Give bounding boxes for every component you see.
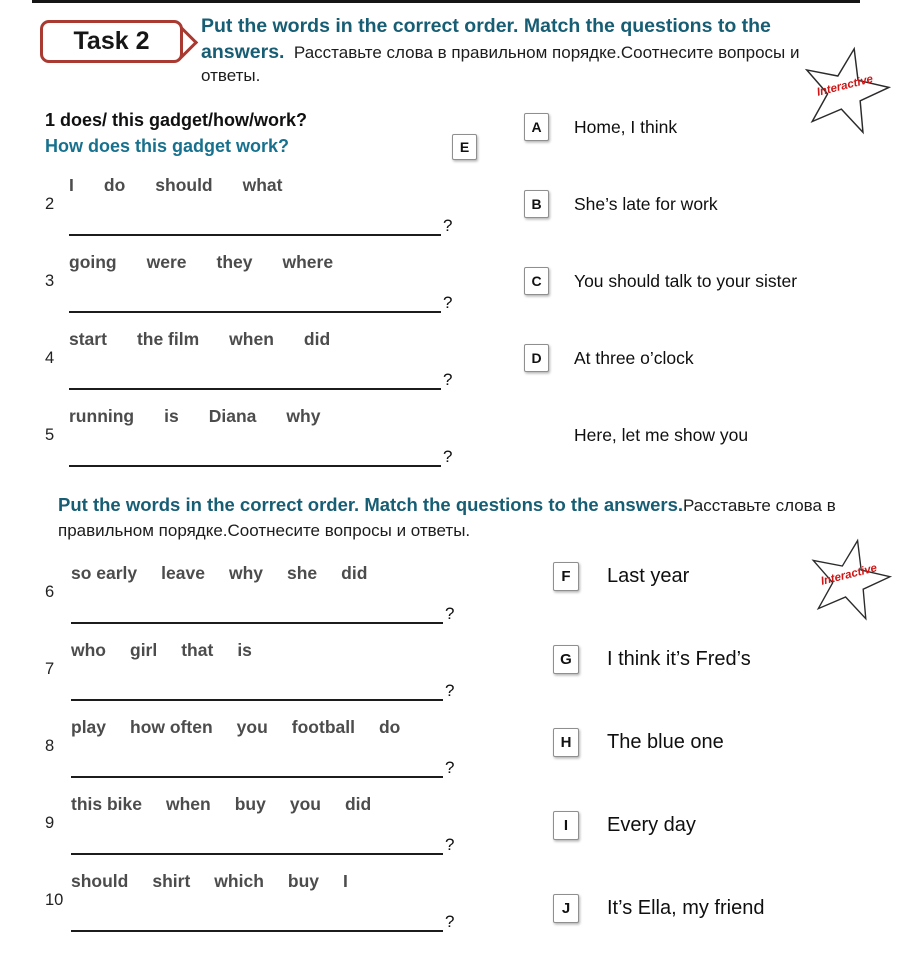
scrambled-words: [69, 172, 515, 198]
answer-line: [71, 677, 520, 701]
scrambled-words: [71, 791, 520, 817]
scrambled-word[interactable]: what: [242, 174, 283, 195]
answer-blank[interactable]: [71, 908, 443, 932]
question-mark: ?: [443, 447, 453, 466]
answer-text: Home, I think: [574, 116, 678, 137]
scrambled-word[interactable]: were: [146, 251, 187, 272]
answer-blank[interactable]: [71, 677, 443, 701]
letter-badge[interactable]: G: [553, 645, 579, 674]
question-number: 6: [45, 582, 55, 601]
question-row-6: [45, 560, 520, 624]
scrambled-word[interactable]: the film: [136, 328, 200, 349]
instructions-header: [201, 14, 801, 88]
question-row-5: [45, 403, 515, 467]
scrambled-word[interactable]: do: [378, 716, 401, 737]
interactive-star-1: [791, 46, 898, 138]
question-number: 10: [45, 890, 64, 909]
section2-header: [58, 492, 850, 543]
letter-badge[interactable]: J: [553, 894, 579, 923]
scrambled-word[interactable]: when: [166, 793, 211, 814]
scrambled-word[interactable]: buy: [234, 793, 266, 814]
interactive-label: Interactive: [819, 562, 879, 588]
question-number: 5: [45, 425, 55, 444]
scrambled-word[interactable]: how often: [130, 716, 213, 737]
answer-option-h: [553, 726, 764, 758]
example-question: [45, 110, 307, 157]
scrambled-word[interactable]: did: [341, 562, 368, 583]
scrambled-word[interactable]: I: [343, 870, 348, 891]
instructions-russian: Расставьте слова в правильном порядке.Соотнесите вопросы и ответы.: [201, 42, 800, 86]
scrambled-word[interactable]: going: [69, 251, 117, 272]
answer-text: The blue one: [607, 730, 724, 753]
scrambled-word[interactable]: leave: [161, 562, 205, 583]
scrambled-words: [69, 249, 515, 275]
letter-badge[interactable]: C: [524, 267, 549, 295]
question-number: 2: [45, 194, 55, 213]
answer-text: She’s late for work: [574, 193, 718, 214]
section1-questions: [45, 172, 515, 480]
answer-text: Every day: [607, 813, 696, 836]
scrambled-word[interactable]: running: [69, 405, 135, 426]
answer-option-g: [553, 643, 764, 675]
question-row-2: [45, 172, 515, 236]
answer-text: At three o’clock: [574, 347, 694, 368]
scrambled-word[interactable]: they: [216, 251, 253, 272]
scrambled-word[interactable]: should: [71, 870, 129, 891]
question-row-4: [45, 326, 515, 390]
question-number: 7: [45, 659, 55, 678]
scrambled-word[interactable]: do: [103, 174, 126, 195]
scrambled-word[interactable]: why: [286, 405, 321, 426]
letter-badge-e[interactable]: E: [452, 134, 477, 160]
scrambled-words: [71, 637, 520, 663]
scrambled-word[interactable]: shirt: [152, 870, 191, 891]
scrambled-word[interactable]: who: [71, 639, 106, 660]
answer-line: [71, 908, 520, 932]
section2-russian: Расставьте слова в правильном порядке.Соотнесите вопросы и ответы.: [58, 496, 836, 540]
scrambled-word[interactable]: she: [287, 562, 318, 583]
top-border-line: [32, 0, 860, 3]
answer-text: I think it’s Fred’s: [607, 647, 751, 670]
answer-line: [69, 289, 515, 313]
example-solution: How does this gadget work?: [45, 136, 290, 156]
question-row-8: [45, 714, 520, 778]
question-mark: ?: [445, 835, 455, 854]
answer-line: [69, 212, 515, 236]
interactive-star-2: [799, 538, 898, 624]
answer-option-f: [553, 560, 764, 592]
answer-option-a: [524, 112, 797, 142]
answer-blank[interactable]: [71, 600, 443, 624]
answer-blank[interactable]: [69, 289, 441, 313]
scrambled-word[interactable]: play: [71, 716, 107, 737]
answer-line: [69, 443, 515, 467]
scrambled-word[interactable]: this bike: [71, 793, 142, 814]
scrambled-word[interactable]: which: [214, 870, 264, 891]
question-number: 3: [45, 271, 55, 290]
scrambled-word[interactable]: is: [164, 405, 179, 426]
question-mark: ?: [443, 216, 453, 235]
scrambled-words: [71, 560, 520, 586]
scrambled-word[interactable]: when: [229, 328, 274, 349]
scrambled-word[interactable]: why: [228, 562, 263, 583]
question-row-7: [45, 637, 520, 701]
question-row-9: [45, 791, 520, 855]
section2-questions: [45, 560, 520, 945]
answer-text: It’s Ella, my friend: [607, 896, 765, 919]
letter-badge[interactable]: F: [553, 562, 579, 591]
scrambled-word[interactable]: you: [236, 716, 268, 737]
task-badge: [40, 20, 183, 63]
answer-blank[interactable]: [69, 366, 441, 390]
scrambled-word[interactable]: buy: [287, 870, 320, 891]
answer-blank[interactable]: [71, 754, 443, 778]
interactive-label: Interactive: [815, 72, 875, 99]
scrambled-word[interactable]: so early: [71, 562, 138, 583]
scrambled-word[interactable]: where: [282, 251, 334, 272]
question-number: 4: [45, 348, 55, 367]
scrambled-words: [69, 326, 515, 352]
question-mark: ?: [445, 912, 455, 931]
question-number: 9: [45, 813, 55, 832]
answer-line: [71, 831, 520, 855]
scrambled-words: [71, 868, 520, 894]
question-row-10: [45, 868, 520, 932]
scrambled-word[interactable]: should: [155, 174, 213, 195]
question-row-3: [45, 249, 515, 313]
question-mark: ?: [445, 681, 455, 700]
scrambled-word[interactable]: that: [181, 639, 214, 660]
example-prompt: 1 does/ this gadget/how/work?: [45, 110, 308, 130]
section2-english: Put the words in the correct order. Match the questions to the answers.: [58, 494, 683, 515]
question-mark: ?: [445, 758, 455, 777]
scrambled-word[interactable]: did: [303, 328, 331, 349]
scrambled-word[interactable]: Diana: [208, 405, 257, 426]
scrambled-word[interactable]: start: [69, 328, 107, 349]
scrambled-word[interactable]: did: [344, 793, 372, 814]
instructions-english: Put the words in the correct order. Match the questions to the answers.: [201, 15, 771, 63]
scrambled-words: [71, 714, 520, 740]
answer-blank[interactable]: [69, 443, 441, 467]
answer-option-b: [524, 189, 797, 219]
answer-option-i: [553, 809, 764, 841]
answer-blank[interactable]: [69, 212, 441, 236]
answer-blank[interactable]: [71, 831, 443, 855]
scrambled-word[interactable]: is: [237, 639, 252, 660]
letter-badge[interactable]: I: [553, 811, 579, 840]
answer-line: [71, 754, 520, 778]
answer-option-c: [524, 266, 797, 296]
answer-option-j: [553, 892, 764, 924]
section1-answers: [524, 112, 797, 497]
question-mark: ?: [443, 370, 453, 389]
answer-text: Last year: [607, 564, 690, 587]
letter-badge[interactable]: B: [524, 190, 549, 218]
answer-option-e: [524, 420, 797, 450]
answer-option-d: [524, 343, 797, 373]
answer-text: Here, let me show you: [574, 424, 749, 445]
letter-badge[interactable]: A: [524, 113, 549, 141]
scrambled-word[interactable]: football: [291, 716, 355, 737]
scrambled-words: [69, 403, 515, 429]
scrambled-word[interactable]: girl: [130, 639, 158, 660]
section2-answers: [553, 560, 764, 973]
answer-line: [71, 600, 520, 624]
question-mark: ?: [443, 293, 453, 312]
question-mark: ?: [445, 604, 455, 623]
scrambled-word[interactable]: you: [289, 793, 321, 814]
scrambled-word[interactable]: I: [69, 174, 74, 195]
answer-line: [69, 366, 515, 390]
answer-text: You should talk to your sister: [574, 270, 798, 291]
letter-badge[interactable]: H: [553, 728, 579, 757]
question-number: 8: [45, 736, 55, 755]
letter-badge[interactable]: D: [524, 344, 549, 372]
task-badge-label: Task 2: [73, 27, 150, 55]
